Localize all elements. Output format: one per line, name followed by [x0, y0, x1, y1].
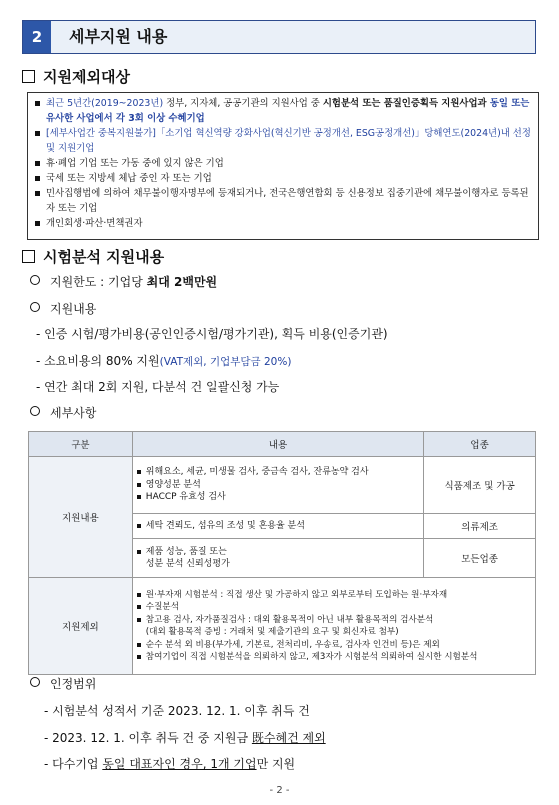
exclusion-title: 지원제외대상 [43, 68, 130, 86]
exclusion-item [34, 156, 532, 171]
header-industry: 업종 [424, 432, 536, 457]
circle-bullet-icon [30, 406, 40, 416]
table-row [29, 578, 536, 675]
list-item: (대외 활용목적 증빙 : 거래처 및 제출기관의 요구 및 회신자료 첨부) [145, 627, 399, 637]
exclusion-item [34, 216, 532, 231]
vat-note: (VAT제외, 기업부담금 20%) [159, 356, 292, 368]
industry-cell: 의류제조 [424, 514, 536, 539]
exclusion-item-text: 휴·폐업 기업 또는 가동 중에 있지 않은 기업 [46, 158, 224, 169]
header-content: 내용 [132, 432, 423, 457]
industry-cell: 식품제조 및 가공 [424, 457, 536, 514]
recognition-item-3-suffix: 만 지원 [256, 757, 296, 771]
list [137, 466, 419, 504]
exclusion-item-text: 시험분석 또는 품질인증획득 지원사업과 [322, 98, 490, 109]
exclusion-item-text: 개인회생·파산·면책권자 [46, 218, 143, 229]
support-category-cell: 지원내용 [29, 457, 133, 578]
content-item-2 [36, 352, 291, 369]
exclusion-category-cell: 지원제외 [29, 578, 133, 675]
circle-bullet-icon [30, 302, 40, 312]
exclusion-content-cell [132, 578, 535, 675]
list [137, 589, 531, 664]
list-item: 영양성분 분석 [137, 479, 419, 492]
circle-bullet-icon [30, 275, 40, 285]
exclusion-list [28, 93, 538, 231]
list-item: 세탁 견뢰도, 섬유의 조성 및 혼용율 분석 [137, 520, 419, 533]
exclusion-item [34, 171, 532, 186]
recognition-item-3 [44, 755, 295, 772]
list-item: HACCP 유효성 검사 [137, 491, 419, 504]
exclusion-item-text: 민사집행법에 의하여 채무불이행자명부에 등재되거나, 전국은행연합회 등 신용정보 집중기관에 채무불이행자로 등록된 자 또는 기업 [46, 188, 529, 214]
limit-value: 최대 2백만원 [146, 275, 218, 289]
section-number: 2 [23, 21, 51, 53]
recognition-label-text: 인정범위 [50, 677, 97, 691]
list-item: 원·부자재 시험분석 : 직접 생산 및 가공하지 않고 외부로부터 도입하는 원·부자재 [137, 589, 531, 602]
header-category: 구분 [29, 432, 133, 457]
limit-prefix: 지원한도 : 기업당 [50, 275, 147, 289]
table-header-row [29, 432, 536, 457]
exclusion-item-text: [세부사업간 중복지원불가]「소기업 혁신역량 강화사업(혁신기반 공정개선, ESG공정개선)」당해연도(2024년)내 선정 및 지원기업 [46, 128, 531, 154]
support-content-label [30, 300, 96, 317]
content-label: 지원내용 [50, 302, 97, 316]
table-cell [132, 457, 423, 514]
recognition-item-2-prefix: - 2023. 12. 1. 이후 취득 건 중 지원금 [44, 731, 252, 745]
circle-bullet-icon [30, 677, 40, 687]
exclusion-item-text: 최근 5년간(2019~2023년) [46, 98, 167, 109]
exclusion-item-text: 정부, 지자체, 공공기관의 지원사업 중 [166, 98, 323, 109]
recognition-item-1: - 시험분석 성적서 기준 2023. 12. 1. 이후 취득 건 [44, 704, 310, 718]
exclusion-item [34, 186, 532, 216]
checkbox-square-icon [22, 70, 35, 83]
details-table [28, 431, 536, 675]
exclusion-item-text: 동일 또는 유사한 사업에서 각 3회 이상 수혜기업 [46, 98, 530, 124]
checkbox-square-icon [22, 250, 35, 263]
section-header [22, 20, 536, 54]
support-title: 시험분석 지원내용 [43, 248, 165, 266]
list [137, 546, 419, 571]
list-item: 참여기업이 직접 시험분석을 의뢰하지 않고, 제3자가 시험분석 의뢰하여 실시한 시험분석 [137, 651, 531, 664]
recognition-item-2 [44, 729, 326, 746]
list-item: 수질분석 [137, 601, 531, 614]
support-heading [22, 246, 164, 267]
list-item: 성분 분석 신뢰성평가 [145, 559, 230, 569]
support-limit [30, 273, 217, 290]
content-item-2-text: - 소요비용의 80% 지원 [36, 354, 160, 368]
content-item-1: - 인증 시험/평가비용(공인인증시험/평가기관), 획득 비용(인증기관) [36, 327, 388, 341]
exclusion-item [34, 126, 532, 156]
recognition-item-2-underline: 既수혜건 제외 [251, 731, 326, 745]
page-number: - 2 - [269, 785, 290, 796]
recognition-label [30, 675, 96, 692]
industry-cell: 모든업종 [424, 539, 536, 578]
table-cell [132, 514, 423, 539]
list-item: 위해요소, 세균, 미생물 검사, 중금속 검사, 잔류농약 검사 [137, 466, 419, 479]
table-row [29, 457, 536, 514]
list-item: 제품 성능, 품질 또는 [137, 546, 419, 559]
details-label [30, 404, 96, 421]
exclusion-box [27, 92, 539, 240]
exclusion-item-text: 국세 또는 지방세 체납 중인 자 또는 기업 [46, 173, 212, 184]
recognition-item-3-prefix: - 다수기업 [44, 757, 103, 771]
annual-limit: - 연간 최대 2회 지원, 다분석 건 일괄신청 가능 [36, 380, 280, 394]
list [137, 520, 419, 533]
list-item: 순수 분석 외 비용(부가세, 기본료, 전처리비, 우송료, 검사자 인건비 등)은 제외 [137, 639, 531, 652]
exclusion-heading [22, 66, 130, 87]
table-cell [132, 539, 423, 578]
recognition-item-3-underline: 동일 대표자인 경우, 1개 기업 [102, 757, 257, 771]
exclusion-item [34, 96, 532, 126]
details-label-text: 세부사항 [50, 406, 97, 420]
list-item: 참고용 검사, 자가품질검사 : 대외 활용목적이 아닌 내부 활용목적의 검사분석 [137, 614, 531, 627]
section-title: 세부지원 내용 [69, 27, 168, 46]
